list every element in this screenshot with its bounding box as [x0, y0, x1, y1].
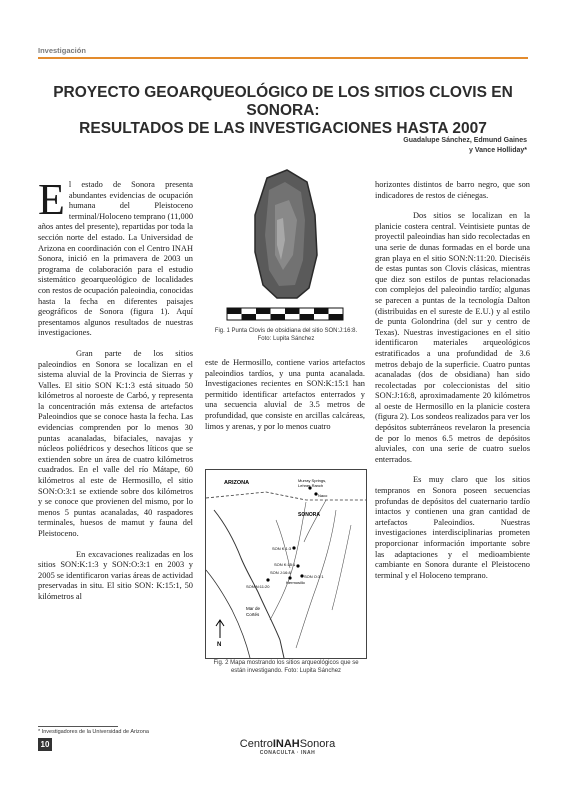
logo-wordmark — [225, 738, 350, 750]
paragraph: Es muy claro que los sitios tempranos en Sonora poseen secuencias profundas de depósitos del cuaternario tardío intactos y contienen una gran cantidad de artefactos Paleoindios. Nuestras investigaciones interdisciplinarias prometen proporcionar información importante sobre las adaptaciones y el medioambiente cambiante en Sonora durante el Pleistoceno terminal y el Holoceno temprano. — [375, 475, 530, 580]
map-label-arizona: ARIZONA — [224, 480, 250, 486]
paragraph-intro-text: l estado de Sonora presenta abundantes evidencias de ocupación humana del Pleistoceno terminal/Holoceno temprano (11,000 años antes del presente), repartidas por toda la sección norte del estado. La Universidad de Arizona en coordinación con el Centro INAH Sonora, inició en la primavera de 2003 un programa de colaboración para el estudio sistemático geoarqueológico de localidades con restos de ocupación paleoindia, conocidas hasta la fecha en diferentes paisajes geográficos de Sonora (figura 1). Aquí presentamos algunos resultados de nuestras investigaciones. — [38, 180, 194, 338]
page-number: 10 — [38, 738, 52, 751]
paragraph: Dos sitios se localizan en la planicie costera central. Veintisiete puntas de proyectil paleoindias han sido recolectadas en una serie de dunas formadas en el borde una gran playa en el sitio SON:N:11:20. Dieciséis de estas puntas son Clovis clásicas, mientras que diez son estilos de puntas relacionadas con complejos del paleoindio tardío; algunas se parecen a puntas de la tecnología Dalton (distribuidas en el sureste de E.U.) y al estilo de punta Golondrina (del sur y centro de Texas). Nuestras investigaciones en el sitio identificaron materiales arqueológicos estratificados a una profundidad de 3.6 metros debajo de la superficie. Cuatro puntas acanaladas (dos de obsidiana) han sido recolectadas por coleccionistas del sitio SON:J:16:8, aproximadamente 20 kilómetros al oeste de Hermosillo en la planicie costera (figura 2). Los sondeos realizados para ver los depósitos subterráneos revelaron la presencia de por lo menos 6.5 metros de depósitos aluviales, con una serie de cuatro suelos enterrados. — [375, 211, 530, 464]
site-map — [205, 469, 367, 659]
map-label-murray: Murray Springs, — [298, 478, 327, 483]
figure-1-caption-line-1: Fig. 1 Punta Clovis de obsidiana del sitio SON:J:16:8. — [214, 328, 358, 334]
paragraph-intro — [38, 175, 194, 339]
map-label-son-k151: SON K:15:1 — [274, 562, 296, 567]
footnote-text: Investigadores de la Universidad de Arizona — [41, 729, 149, 735]
map-label-cortes: Cortés — [246, 612, 260, 617]
paragraph: horizontes distintos de barro negro, que son indicadores de restos de ciénegas. — [375, 180, 530, 200]
clovis-point-photo — [205, 160, 365, 325]
figure-2-caption-line-1: Fig. 2 Mapa mostrando los sitios arqueológicos que se — [213, 660, 359, 666]
map-label-sonora: SONORA — [298, 512, 320, 518]
map-label-son-k13: SON K:1:3 — [272, 546, 292, 551]
title-line-2: RESULTADOS DE LAS INVESTIGACIONES HASTA 2007 — [79, 120, 487, 137]
authors — [307, 136, 527, 156]
map-label-hermosillo: Hermosillo — [286, 580, 305, 585]
figure-1-caption — [202, 328, 370, 343]
logo-word-inah: INAH — [272, 738, 300, 750]
title-line-1: PROYECTO GEOARQUEOLÓGICO DE LOS SITIOS CLOVIS EN SONORA: — [53, 84, 513, 119]
map-label-lehner: Lehner Ranch — [298, 483, 324, 488]
logo-subline: CONACULTA · INAH — [259, 750, 316, 756]
footnote-marker: * — [38, 729, 41, 735]
footnote — [38, 729, 149, 735]
footnote-rule — [38, 726, 118, 727]
map-label-son-j168: SON J:16:8 — [270, 570, 291, 575]
map-label-son-n1120: SON N:11:20 — [246, 584, 270, 589]
column-1 — [38, 175, 194, 613]
logo-word-sonora: Sonora — [299, 738, 336, 750]
figure-2-caption — [198, 660, 374, 675]
map-label-son-o31: SON O:3:1 — [304, 574, 324, 579]
header-rule — [38, 57, 528, 59]
article-title — [38, 84, 528, 138]
column-2 — [205, 358, 365, 442]
paragraph: este de Hermosillo, contiene varios artefactos paleoindios tardíos, y una punta acanalada. Investigaciones recientes en SON:K:15:1 han permitido identificar artefactos enterrados y una secuencia aluvial de 3.5 metros de profundidad, que consiste en arcillas calcáreas, limos y arenas, y por lo menos cuatro — [205, 358, 365, 431]
paragraph: En excavaciones realizadas en los sitios SON:K:1:3 y SON:O:3:1 en 2003 y 2005 se identificaron varias áreas de actividad preservadas in situ. El sitio SON: K:15:1, 50 kilómetros al — [38, 549, 193, 601]
logo-word-centro: Centro — [239, 738, 273, 750]
authors-line-1: Guadalupe Sánchez, Edmund Gaines — [403, 137, 527, 144]
paragraph: Gran parte de los sitios paleoindios en Sonora se localizan en el sistema aluvial de la Provincia de Sierras y Valles. El sitio SON K:1:3 está situado 50 kilómetros al noroeste de Carbó, y representa la concentración más extensa de artefactos Paleoindios que se conoce hasta la fecha. Las evidencias comprenden por lo menos 30 puntas acanaladas, bifaciales, navajas y núcleos poliédricos y desechos líticos que se extienden sobre un área de cuatro kilómetros cuadrados. En el valle del río Mátape, 60 kilómetros al este de Hermosillo, el sitio SON:O:3:1 se extiende sobre dos kilómetros y se conoce que provienen del mismo, por lo menos 5 puntas acanaladas, 40 raspadores terminales, huesos de mamut y fauna del Pleistoceno. — [38, 348, 193, 538]
figure-2-caption-line-2: están investigando. Foto: Lupita Sánchez — [230, 667, 342, 674]
map-label-north: N — [217, 642, 222, 648]
drop-cap: E — [38, 175, 65, 224]
centro-inah-sonora-logo — [225, 738, 350, 756]
authors-line-2: y Vance Holliday* — [469, 147, 527, 154]
column-3 — [375, 180, 530, 591]
map-label-mar: Mar de — [246, 606, 261, 611]
map-label-naco: Naco — [318, 493, 328, 498]
figure-1-caption-line-2: Foto: Lupita Sánchez — [257, 335, 315, 342]
section-label: Investigación — [38, 46, 86, 55]
